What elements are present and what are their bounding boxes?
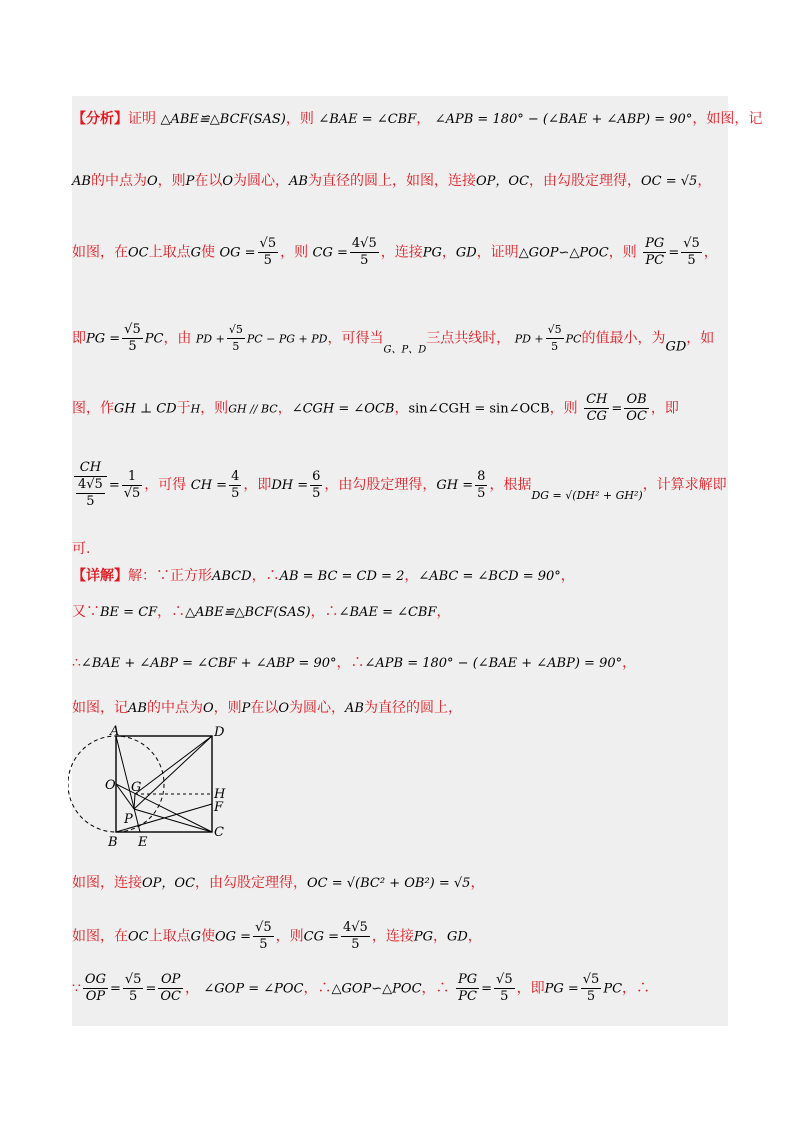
math-g: G	[190, 245, 201, 261]
text: ∵	[72, 980, 81, 997]
text: ，∴	[421, 980, 450, 997]
text: ∴	[72, 655, 81, 671]
fraction	[681, 236, 702, 269]
analysis-line-6	[72, 460, 728, 510]
math-oc-value: OC = √(BC² + OB²) = √5	[307, 876, 471, 891]
fraction	[123, 972, 144, 1005]
math-pg: PG =	[544, 981, 579, 997]
math-ab: AB	[72, 174, 91, 189]
denominator: 5	[477, 485, 486, 501]
math-expr: PC	[565, 332, 582, 346]
label-c: C	[214, 825, 224, 840]
equals: =	[611, 401, 623, 417]
text: 如图，在	[72, 928, 128, 945]
math-pg: PG	[413, 929, 433, 945]
text: ，即	[516, 980, 545, 997]
fraction	[456, 972, 479, 1005]
fraction	[253, 920, 274, 953]
text: 为圆心，	[233, 173, 290, 189]
text: ，即	[650, 400, 679, 417]
equals: =	[145, 981, 157, 997]
numerator: √5	[255, 920, 272, 935]
analysis-line-3	[72, 236, 728, 269]
segment-pd	[134, 736, 212, 809]
math-angle-eq: ∠ABC = ∠BCD = 90°	[418, 569, 561, 584]
numerator: 4√5	[343, 920, 368, 935]
text: ，	[277, 400, 292, 417]
segment-pg	[134, 794, 135, 809]
numerator: CH	[586, 392, 608, 407]
text: ，	[404, 568, 419, 584]
text: ，则	[200, 400, 229, 417]
fraction	[581, 972, 602, 1005]
denominator: 5	[86, 494, 95, 509]
math-h: H	[190, 402, 201, 416]
text: ，由勾股定理得，	[324, 477, 437, 493]
label-d: D	[214, 725, 225, 740]
text: 为直径的圆上，如图，连接	[308, 173, 476, 189]
analysis-line-7: 可.	[72, 541, 91, 557]
analysis-tag: 【分析】	[72, 111, 128, 127]
text: ，则	[157, 173, 186, 189]
math-p: P	[241, 701, 251, 716]
math-o: O	[202, 701, 214, 716]
math-angle-eq: ∠GOP = ∠POC	[203, 981, 304, 997]
analysis-line-1	[72, 108, 763, 128]
fraction	[643, 236, 666, 269]
denominator: 5	[259, 937, 268, 952]
denominator: OP	[85, 989, 106, 1004]
math-expr: PC − PG + PD	[246, 332, 328, 346]
math-pc: PC	[603, 981, 623, 997]
text: ，	[560, 568, 575, 584]
analysis-line-5	[72, 392, 728, 425]
angle-apb-expr: ∠APB = 180° − (∠BAE + ∠ABP) = 90°	[434, 112, 693, 127]
math-expr: PD +	[195, 332, 225, 346]
math-g: G	[190, 929, 201, 945]
angle-equality: ∠BAE = ∠CBF	[318, 112, 417, 127]
text: 图，作	[72, 400, 114, 417]
text: ，计算求解即	[642, 477, 727, 493]
math-angle-eq: ∠BAE = ∠CBF	[338, 605, 437, 620]
similarity-expr: △GOP∽△POC	[331, 981, 422, 997]
fraction	[227, 322, 245, 355]
text: ，	[432, 928, 447, 945]
detail-tag: 【详解】	[72, 568, 128, 584]
equals: =	[108, 478, 120, 493]
segment-gd	[135, 736, 212, 794]
text: 上取点	[148, 244, 191, 261]
numerator: √5	[227, 322, 245, 339]
text: 三点共线时，	[426, 330, 511, 347]
text: ，则	[549, 400, 578, 417]
math-ab: AB	[345, 701, 364, 716]
detail-line-6	[72, 920, 728, 953]
geometry-figure	[68, 722, 238, 852]
numerator: √5	[496, 972, 513, 987]
text: 的值最小，为	[581, 330, 666, 347]
analysis-line-2	[72, 170, 728, 190]
fraction	[158, 972, 183, 1005]
text: ，连接	[371, 928, 414, 945]
math-oc: OC	[128, 929, 149, 945]
denominator: PC	[458, 989, 477, 1004]
text: 在以	[250, 700, 279, 716]
text: 使	[201, 928, 215, 945]
math-oc: OC	[128, 245, 149, 261]
analysis-line-4	[72, 322, 728, 356]
denominator: 5	[232, 340, 240, 353]
math-angle-sum: ∠BAE + ∠ABP = ∠CBF + ∠ABP = 90°	[80, 656, 337, 671]
denominator: 5	[360, 253, 369, 268]
text: ，∴	[622, 980, 651, 997]
math-ab: AB	[128, 701, 147, 716]
math-angle-eq: ∠CGH = ∠OCB	[291, 401, 395, 417]
numerator: 1	[122, 469, 143, 486]
denominator: 5	[312, 485, 321, 501]
text: 又∵	[72, 604, 100, 620]
fraction	[494, 972, 515, 1005]
text: ，∴	[251, 568, 280, 584]
label-g: G	[131, 780, 142, 795]
detail-line-3	[72, 652, 728, 672]
math-parallel: GH // BC	[228, 402, 278, 416]
detail-line-5	[72, 872, 728, 892]
text: 解：∵正方形	[128, 568, 212, 584]
text: ，可得当	[327, 330, 384, 347]
numerator: OP	[158, 972, 183, 989]
fraction	[475, 469, 487, 502]
fraction	[258, 236, 279, 269]
label-a: A	[110, 724, 120, 739]
text: ，∴	[157, 604, 186, 620]
math-gpd: G、P、D	[383, 344, 427, 356]
text: ，如图，记	[692, 111, 763, 127]
text: 如图，记	[72, 700, 128, 716]
math-dh: DH =	[271, 478, 309, 493]
numerator: √5	[124, 972, 142, 987]
math-o: O	[278, 701, 290, 716]
math-gd: GD	[446, 929, 468, 945]
congruence-expr: △ABE≌△BCF(SAS)	[185, 605, 311, 620]
math-pc: PC	[144, 331, 164, 347]
math-op-oc: OP，OC	[142, 876, 196, 891]
detail-line-2	[72, 601, 728, 621]
math-cg: CG =	[303, 929, 339, 945]
denominator: 5	[129, 989, 138, 1004]
math-expr: PD +	[514, 332, 544, 346]
fraction	[341, 920, 370, 953]
numerator: PG	[457, 972, 478, 987]
numerator: PG	[645, 236, 665, 251]
compound-fraction	[74, 460, 107, 510]
text: ，根据	[489, 477, 532, 493]
numerator: √5	[124, 322, 141, 337]
text: 如图，连接	[72, 875, 142, 891]
equals: =	[109, 981, 121, 997]
denominator: 5	[231, 485, 240, 501]
text: ，∴	[303, 980, 332, 997]
numerator: OG	[84, 972, 106, 987]
math-pg: PG	[422, 245, 442, 261]
math-cg: CG =	[312, 245, 348, 261]
math-side-eq: AB = BC = CD = 2	[279, 569, 405, 584]
math-gd: GD	[455, 245, 477, 261]
text: 的中点为	[90, 173, 147, 189]
math-abcd: ABCD	[212, 569, 252, 584]
text: ，则	[280, 244, 309, 261]
text: ，由勾股定理得，	[195, 875, 308, 891]
text: 于	[176, 400, 191, 417]
text: 上取点	[148, 928, 191, 945]
math-o: O	[222, 174, 234, 189]
denominator: OC	[160, 989, 181, 1004]
congruence-expr: △ABE≌△BCF(SAS)	[160, 112, 286, 127]
text: ，如	[686, 330, 715, 347]
denominator: 5	[263, 253, 272, 268]
numerator: √5	[259, 236, 277, 251]
math-dg: DG = √(DH² + GH²)	[531, 489, 643, 502]
label-f: F	[214, 800, 224, 815]
text: ，	[436, 604, 451, 620]
fraction	[310, 469, 322, 502]
numerator: √5	[546, 322, 564, 339]
detail-line-1	[72, 565, 728, 585]
numerator: 4√5	[351, 236, 377, 251]
fraction	[122, 322, 143, 355]
text: 使	[201, 244, 215, 261]
math-gh: GH =	[436, 478, 474, 493]
text: ，	[441, 244, 456, 261]
equals: =	[481, 981, 493, 997]
equals: =	[668, 245, 680, 261]
label-o: O	[105, 778, 116, 793]
denominator: 5	[551, 340, 559, 353]
numerator: 4	[231, 468, 240, 484]
fraction	[122, 469, 143, 502]
text: ，可得	[144, 477, 187, 493]
numerator: 6	[312, 468, 321, 484]
label-b: B	[108, 835, 118, 850]
denominator: CG	[586, 409, 607, 424]
math-p: P	[185, 174, 195, 189]
numerator: √5	[582, 972, 600, 987]
text: ，则	[213, 700, 242, 716]
denominator	[74, 477, 107, 510]
denominator: 5	[500, 989, 509, 1004]
math-be-cf: BE = CF	[100, 605, 158, 620]
text: ，则	[285, 111, 314, 127]
label-h: H	[214, 787, 226, 802]
fraction	[83, 972, 108, 1005]
text: 的中点为	[146, 700, 203, 716]
text: ，	[416, 111, 431, 127]
numerator: CH	[74, 460, 107, 477]
text: 证明	[128, 111, 156, 127]
text: ，证明	[476, 244, 519, 261]
fraction	[76, 477, 105, 510]
denominator: 5	[687, 253, 696, 268]
denominator: √5	[123, 485, 141, 501]
denominator: 5	[586, 989, 596, 1004]
math-og: OG =	[219, 245, 256, 261]
math-oc-value: OC = √5	[641, 174, 698, 189]
text: ，∴	[310, 604, 339, 620]
fraction	[624, 392, 649, 425]
math-ab: AB	[289, 174, 308, 189]
numerator: √5	[683, 236, 700, 251]
numerator: OB	[624, 392, 649, 409]
text: ，	[394, 400, 409, 417]
text: 为直径的圆上，	[364, 700, 462, 716]
text: ，	[697, 173, 712, 189]
math-perpendicular: GH ⊥ CD	[114, 401, 177, 417]
denominator: OC	[626, 409, 647, 424]
denominator: PC	[645, 253, 665, 268]
math-o: O	[146, 174, 158, 189]
text: ，则	[275, 928, 304, 945]
text: 即	[72, 330, 86, 347]
text: 为圆心，	[289, 700, 346, 716]
math-gd: GD	[665, 339, 687, 355]
label-e: E	[138, 835, 148, 850]
math-ch: CH =	[190, 478, 228, 493]
text: ，连接	[380, 244, 423, 261]
text: ，	[703, 244, 718, 261]
text: ，	[467, 928, 482, 945]
math-sin-eq: sin∠CGH = sin∠OCB	[408, 401, 550, 417]
detail-line-7	[72, 972, 728, 1005]
fraction	[584, 392, 609, 425]
fraction	[350, 236, 379, 269]
text: ，则	[608, 244, 637, 261]
math-og: OG =	[215, 929, 252, 945]
text: ，	[470, 875, 485, 891]
text: ，	[184, 980, 199, 997]
text: ，∴	[336, 655, 365, 671]
text: ，由	[163, 330, 192, 347]
text: 在以	[194, 173, 223, 189]
fraction	[546, 322, 564, 355]
math-op-oc: OP，OC	[476, 174, 530, 189]
denominator: 5	[351, 937, 360, 952]
text: ，	[622, 655, 637, 671]
similarity-expr: △GOP∽△POC	[518, 245, 609, 261]
numerator: 8	[477, 468, 486, 484]
math-angle-apb: ∠APB = 180° − (∠BAE + ∠ABP) = 90°	[364, 656, 623, 671]
fraction	[229, 469, 241, 502]
text: ，由勾股定理得，	[529, 173, 642, 189]
denominator: 5	[128, 339, 137, 354]
text: ，即	[243, 477, 272, 493]
numerator: 4√5	[78, 477, 103, 492]
detail-line-4	[72, 697, 728, 717]
text: 如图，在	[72, 244, 128, 261]
label-p: P	[124, 812, 133, 827]
math-pg: PG =	[86, 331, 121, 347]
